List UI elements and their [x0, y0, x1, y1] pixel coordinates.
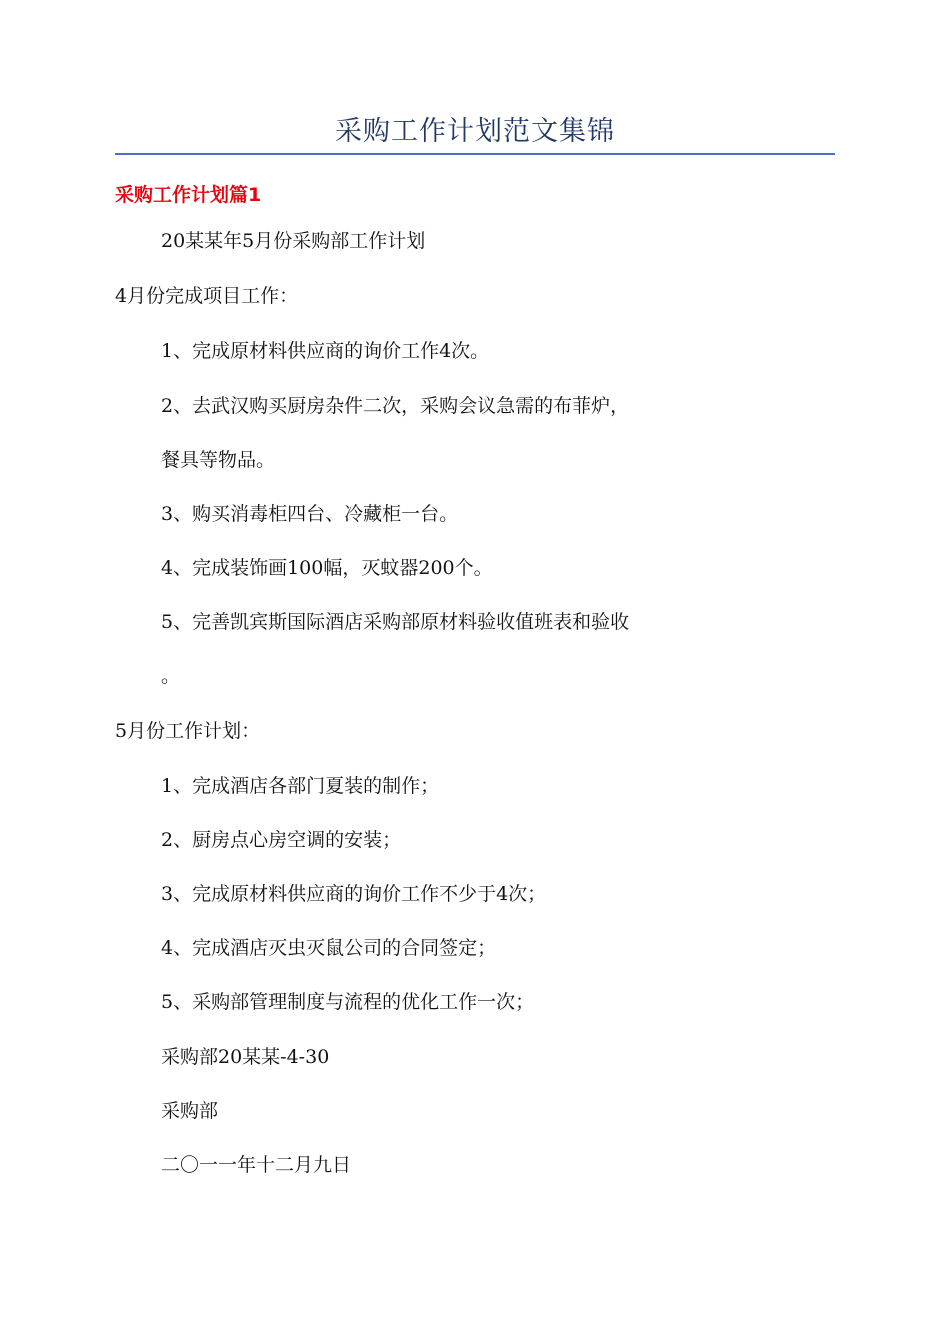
april-heading: 4月份完成项目工作： — [115, 285, 299, 307]
may-item-1: 1、完成酒店各部门夏装的制作； — [161, 775, 440, 797]
plan-title: 20某某年5月份采购部工作计划 — [161, 230, 426, 252]
april-item-1: 1、完成原材料供应商的询价工作4次。 — [161, 340, 490, 362]
page-title: 采购工作计划范文集锦 — [335, 116, 615, 147]
signature-dept: 采购部 — [161, 1100, 219, 1122]
may-item-2: 2、厨房点心房空调的安装； — [161, 829, 402, 851]
april-item-3: 3、购买消毒柜四台、冷藏柜一台。 — [161, 503, 459, 525]
may-item-4: 4、完成酒店灭虫灭鼠公司的合同签定； — [161, 937, 497, 959]
title-divider — [115, 153, 835, 155]
april-item-2-continued: 餐具等物品。 — [161, 449, 276, 471]
may-item-3: 3、完成原材料供应商的询价工作不少于4次； — [161, 883, 547, 905]
signature-dept-date: 采购部20某某-4-30 — [161, 1046, 330, 1068]
april-item-2: 2、去武汉购买厨房杂件二次，采购会议急需的布菲炉， — [161, 395, 630, 417]
may-heading: 5月份工作计划： — [115, 720, 261, 742]
signature-date: 二〇一一年十二月九日 — [161, 1154, 352, 1176]
may-item-5: 5、采购部管理制度与流程的优化工作一次； — [161, 991, 535, 1013]
april-item-5-continued: 。 — [161, 665, 181, 687]
april-item-4: 4、完成装饰画100幅，灭蚊器200个。 — [161, 557, 493, 579]
april-item-5: 5、完善凯宾斯国际酒店采购部原材料验收值班表和验收 — [161, 611, 630, 633]
section-heading: 采购工作计划篇1 — [115, 184, 262, 206]
